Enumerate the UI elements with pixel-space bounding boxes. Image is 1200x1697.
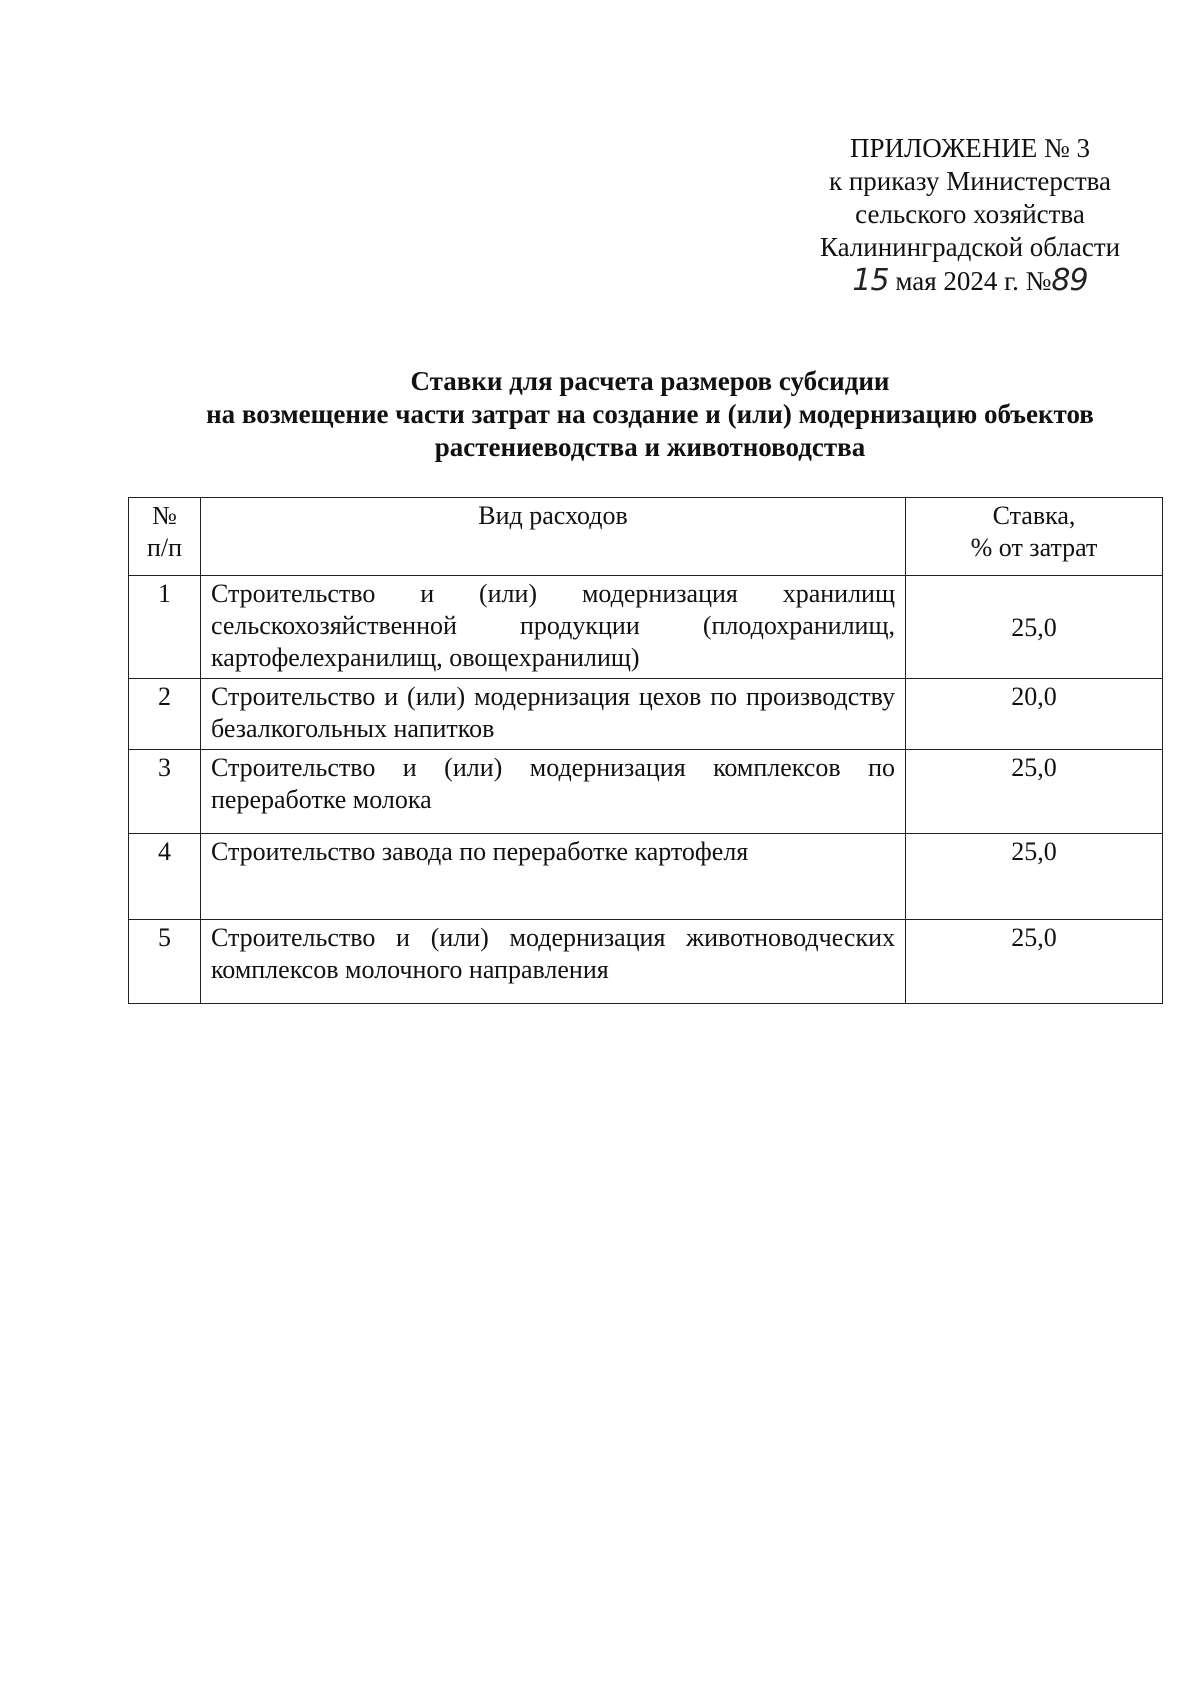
- title-line-1: Ставки для расчета размеров субсидии: [410, 366, 890, 396]
- row-number: 5: [129, 920, 201, 1004]
- table-row: [129, 920, 1163, 1004]
- row-expense-type: Строительство и (или) модернизация комплексов по переработке молока: [201, 750, 906, 834]
- appendix-order-ref: к приказу Министерства: [828, 166, 1112, 196]
- title-line-2: на возмещение части затрат на создание и (или) модернизацию объектов: [206, 399, 1094, 429]
- table-row: [129, 576, 1163, 679]
- table-row: [129, 834, 1163, 920]
- document-title: [120, 365, 1180, 464]
- row-rate: 25,0: [906, 920, 1163, 1004]
- row-expense-type: Строительство и (или) модернизация животноводческих комплексов молочного направления: [201, 920, 906, 1004]
- row-expense-type: Строительство завода по переработке картофеля: [201, 834, 906, 920]
- row-rate: 25,0: [906, 834, 1163, 920]
- row-number: 3: [129, 750, 201, 834]
- appendix-region: Калининградской области: [819, 232, 1121, 262]
- appendix-ministry: сельского хозяйства: [855, 199, 1085, 229]
- row-number: 2: [129, 679, 201, 750]
- handwritten-order-number: 89: [1051, 263, 1088, 298]
- row-rate: 25,0: [906, 750, 1163, 834]
- handwritten-day: 15: [852, 263, 889, 298]
- table-row: [129, 679, 1163, 750]
- header-rate: Ставка, % от затрат: [906, 498, 1163, 576]
- row-number: 4: [129, 834, 201, 920]
- appendix-number: ПРИЛОЖЕНИЕ № 3: [849, 133, 1091, 163]
- header-number: № п/п: [129, 498, 201, 576]
- row-expense-type: Строительство и (или) модернизация цехов по производству безалкогольных напитков: [201, 679, 906, 750]
- table-header-row: [129, 498, 1163, 576]
- row-rate: 25,0: [906, 576, 1163, 679]
- rates-table: [128, 497, 1163, 1004]
- table-row: [129, 750, 1163, 834]
- appendix-header: [780, 132, 1160, 298]
- header-expense-type: Вид расходов: [201, 498, 906, 576]
- row-expense-type: Строительство и (или) модернизация хранилищ сельскохозяйственной продукции (плодохранилищ, картофелехранилищ, овощехранилищ): [201, 576, 906, 679]
- row-number: 1: [129, 576, 201, 679]
- appendix-date-line: [780, 264, 1160, 298]
- title-line-3: растениеводства и животноводства: [434, 432, 866, 462]
- row-rate: 20,0: [906, 679, 1163, 750]
- appendix-date-text: мая 2024 г. №: [888, 266, 1052, 296]
